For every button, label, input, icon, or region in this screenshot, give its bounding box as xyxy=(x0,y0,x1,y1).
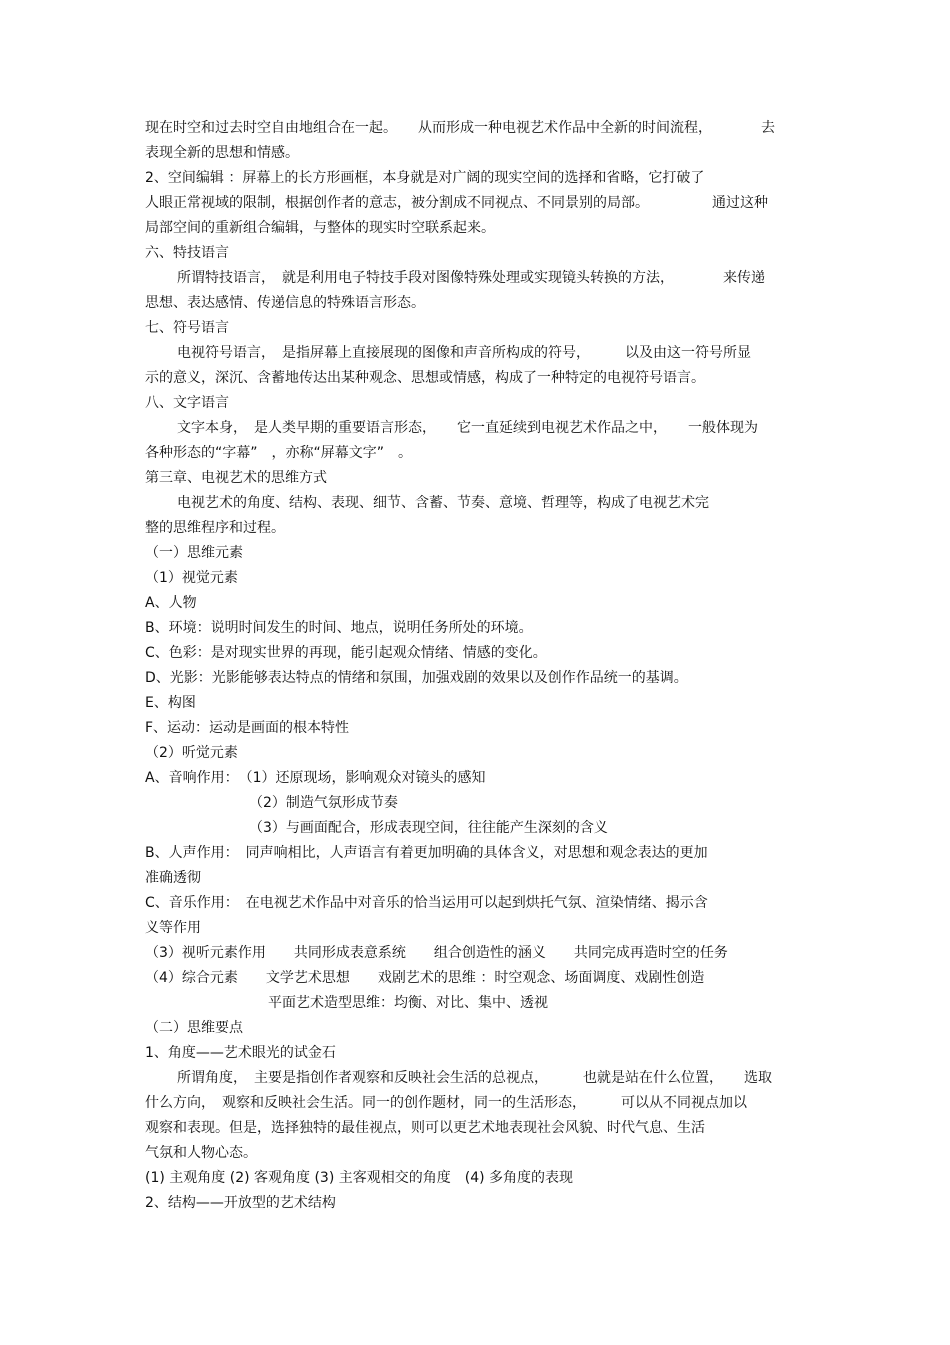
text-line: 表现全新的思想和情感。 xyxy=(145,145,299,161)
section-heading: 2、结构——开放型的艺术结构 xyxy=(145,1195,336,1211)
list-item: D、光影：光影能够表达特点的情绪和氛围，加强戏剧的效果以及创作作品统一的基调。 xyxy=(145,670,688,686)
text-line: 气氛和人物心态。 xyxy=(145,1145,257,1161)
section-heading: 1、角度——艺术眼光的试金石 xyxy=(145,1045,336,1061)
list-item: F、运动：运动是画面的根本特性 xyxy=(145,720,350,736)
section-heading: 八、文字语言 xyxy=(145,395,229,411)
paragraph-line: 电视艺术的角度、结构、表现、细节、含蓄、节奏、意境、哲理等，构成了电视艺术完 xyxy=(177,495,709,511)
text-line: 观察和表现。但是，选择独特的最佳视点，则可以更艺术地表现社会风貌、时代气息、生活 xyxy=(145,1120,705,1136)
text-line: 整的思维程序和过程。 xyxy=(145,520,285,536)
text-line: 义等作用 xyxy=(145,920,201,936)
section-heading: （一）思维元素 xyxy=(145,545,243,561)
list-item: C、色彩：是对现实世界的再现，能引起观众情绪、情感的变化。 xyxy=(145,645,547,661)
list-item: B、环境：说明时间发生的时间、地点，说明任务所处的环境。 xyxy=(145,620,533,636)
list-item: A、人物 xyxy=(145,595,197,611)
list-item: （2）制造气氛形成节奏 xyxy=(249,795,398,811)
subsection-heading: （4）综合元素 文学艺术思想 戏剧艺术的思维 ：时空观念、场面调度、戏剧性创造 xyxy=(145,970,705,986)
paragraph-line: 所谓角度， 主要是指创作者观察和反映社会生活的总视点， 也就是站在什么位置， 选取 xyxy=(177,1070,772,1086)
list-item: (1) 主观角度 (2) 客观角度 (3) 主客观相交的角度 (4) 多角度的表现 xyxy=(145,1170,574,1186)
text-line: 平面艺术造型思维：均衡、对比、集中、透视 xyxy=(268,995,548,1011)
list-item: C、音乐作用： 在电视艺术作品中对音乐的恰当运用可以起到烘托气氛、渲染情绪、揭示含 xyxy=(145,895,708,911)
text-line: 什么方向， 观察和反映社会生活。同一的创作题材，同一的生活形态， 可以从不同视点加以 xyxy=(145,1095,747,1111)
subsection-heading: （2）听觉元素 xyxy=(145,745,238,761)
text-line: 各种形态的“字幕” ，亦称“屏幕文字” 。 xyxy=(145,445,413,461)
list-item: B、人声作用： 同声响相比，人声语言有着更加明确的具体含义，对思想和观念表达的更加 xyxy=(145,845,708,861)
text-line: 思想、表达感情、传递信息的特殊语言形态。 xyxy=(145,295,425,311)
text-line: 现在时空和过去时空自由地组合在一起。 从而形成一种电视艺术作品中全新的时间流程， 去 xyxy=(145,120,775,136)
paragraph-line: 所谓特技语言， 就是利用电子特技手段对图像特殊处理或实现镜头转换的方法， 来传递 xyxy=(177,270,765,286)
list-item: E、构图 xyxy=(145,695,196,711)
paragraph-line: 文字本身， 是人类早期的重要语言形态， 它一直延续到电视艺术作品之中， 一般体现为 xyxy=(177,420,758,436)
list-item: （3）与画面配合，形成表现空间，往往能产生深刻的含义 xyxy=(249,820,608,836)
text-line: 示的意义，深沉、含蓄地传达出某种观念、思想或情感，构成了一种特定的电视符号语言。 xyxy=(145,370,705,386)
subsection-heading: （3）视听元素作用 共同形成表意系统 组合创造性的涵义 共同完成再造时空的任务 xyxy=(145,945,728,961)
section-heading: 2、空间编辑 ：屏幕上的长方形画框，本身就是对广阔的现实空间的选择和省略，它打破了 xyxy=(145,170,705,186)
text-line: 人眼正常视域的限制，根据创作者的意志，被分割成不同视点、不同景别的局部。 通过这种 xyxy=(145,195,768,211)
text-line: 局部空间的重新组合编辑，与整体的现实时空联系起来。 xyxy=(145,220,495,236)
subsection-heading: （1）视觉元素 xyxy=(145,570,238,586)
paragraph-line: 电视符号语言， 是指屏幕上直接展现的图像和声音所构成的符号， 以及由这一符号所显 xyxy=(177,345,751,361)
list-item: A、音响作用： （1）还原现场，影响观众对镜头的感知 xyxy=(145,770,486,786)
chapter-heading: 第三章、电视艺术的思维方式 xyxy=(145,470,327,486)
section-heading: 七、符号语言 xyxy=(145,320,229,336)
section-heading: 六、特技语言 xyxy=(145,245,229,261)
text-line: 准确透彻 xyxy=(145,870,201,886)
section-heading: （二）思维要点 xyxy=(145,1020,243,1036)
